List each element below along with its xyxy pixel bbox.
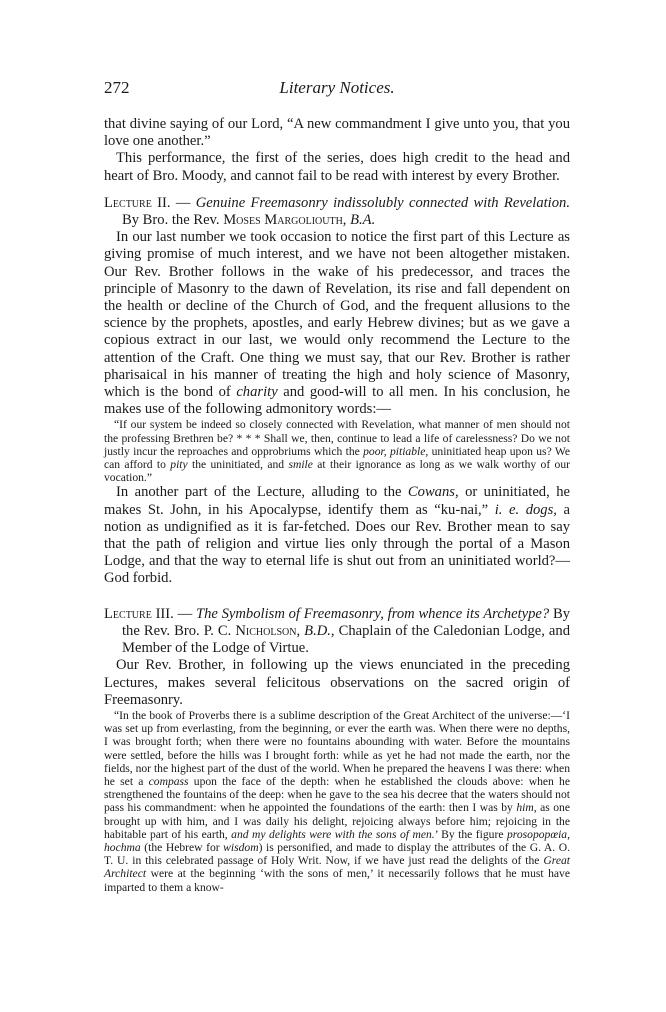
lecture-3-paragraph-1: Our Rev. Brother, in following up the views enunciated in the preceding Lectures, makes several felicitous observations on the sacred origin of Freemasonry. xyxy=(104,657,570,708)
lecture-2-extract-pity: pity xyxy=(170,458,188,472)
lecture-2-p2-ie: i. e. dogs, xyxy=(494,501,557,518)
lecture-2-p1-part1: In our last number we took occasion to notice the first part of this Lecture as giving promise of much interest, and we have not been altogether mistaken. Our Rev. Brother follows in the wake of his predecessor, and traces the principle of Masonry to the dawn of Revelation, its rise and fall dependent on the health or decline of the Church of God, and the frequent allusions to the science by the prophets, apostles, and early Hebrew divines; but as we gave a copious extract in our last, we would only recommend the Lecture to the attention of the Craft. One thing we must say, that our Rev. Brother is rather pharisaical in his manner of treating the high and holy science of Masonry, which is the bond of xyxy=(104,229,570,401)
lecture-3-label: Lecture III. xyxy=(104,605,174,622)
lecture-2-p2-cowans: Cowans, xyxy=(407,484,459,501)
lecture-2-p2-a: In another part of the Lecture, alluding to the xyxy=(116,484,408,501)
lecture-2-p2-c: a notion as undignified as it is far-fetched. Does our Rev. Brother mean to say that the path of religion and virtue lies only through the portal of a Mason Lodge, and that the way to eternal life is shut out from an uninitiated world?—God forbid. xyxy=(104,501,570,587)
lecture-2-degree: B.A. xyxy=(346,212,376,229)
lecture-2-paragraph-2 xyxy=(104,484,570,587)
running-title: Literary Notices. xyxy=(279,78,395,97)
lecture-3-extract-e: (the Hebrew for xyxy=(140,840,224,854)
lecture-2-author: Moses Margoliouth, xyxy=(223,212,347,229)
section-spacer xyxy=(104,588,570,596)
lecture-3-by: By the Rev. Bro. xyxy=(122,605,570,639)
lecture-2-paragraph-1 xyxy=(104,229,570,418)
lecture-2-dash: — xyxy=(170,194,196,211)
lecture-2-extract-smile: smile xyxy=(288,458,313,472)
lecture-3-degree: B.D., xyxy=(300,622,335,639)
lecture-3-extract-d: ’ By the figure xyxy=(434,827,507,841)
lecture-3-extract-prosopopoeia: prosopopœia, hochma xyxy=(104,827,570,854)
lecture-3-rest: Chaplain of the Caledonian Lodge, and Member of the Lodge of Virtue. xyxy=(122,622,570,657)
page-number: 272 xyxy=(104,78,130,97)
paragraph-moody: This performance, the first of the series, does high credit to the head and heart of Bro. Moody, and cannot fail to be read with interest by every Brother. xyxy=(104,150,570,184)
lecture-3-extract xyxy=(104,709,570,894)
lecture-3-extract-c: as one brought up with him, and I was daily his delight, rejoicing always before him; rejoicing in the habitable part of his earth, xyxy=(104,801,570,841)
lecture-3-extract-great-architect: Great Architect xyxy=(104,854,570,881)
lecture-2-p2-b: or uninitiated, he makes St. John, in his Apocalypse, identify them as “ku-nai,” xyxy=(104,484,570,518)
lecture-2-p1-charity: charity xyxy=(236,384,278,401)
lecture-3-extract-compass: compass xyxy=(148,774,189,788)
lecture-2-extract-b: uninitiated heap upon us? We can afford to xyxy=(104,444,571,472)
lecture-2-label: Lecture II. xyxy=(104,194,171,211)
lecture-2-p1-part2: and good-will to all men. In his conclusion, he makes use of the following admonitory words:— xyxy=(104,384,570,418)
running-head xyxy=(104,78,570,102)
lecture-3-extract-him: him, xyxy=(516,801,537,815)
lecture-2-heading xyxy=(104,195,570,229)
paragraph-continued: that divine saying of our Lord, “A new commandment I give unto you, that you love one another.” xyxy=(104,116,570,150)
lecture-3-extract-f: ) is personified, and made to display the attributes of the G. A. O. T. U. in this celebrated passage of Holy Writ. Now, if we have just read the delights of the xyxy=(104,840,571,868)
lecture-3-extract-delights: and my delights were with the sons of men. xyxy=(231,827,435,841)
lecture-2-extract-a: “If our system be indeed so closely connected with Revelation, what manner of men should not the professing Brethren be? * * * Shall we, then, continue to lead a life of carelessness? Do we not justly incur the reproaches and opprobriums which the xyxy=(104,418,570,458)
lecture-3-heading xyxy=(104,606,570,658)
lecture-2-extract xyxy=(104,418,570,484)
lecture-2-by: By Bro. the Rev. xyxy=(122,212,224,229)
lecture-3-extract-g: were at the beginning ‘with the sons of men,’ it necessarily follows that he must have imparted to them a know- xyxy=(104,867,570,894)
document-page xyxy=(104,78,570,894)
lecture-2-extract-c: the uninitiated, and xyxy=(187,458,289,472)
lecture-3-dash: — xyxy=(173,605,196,622)
lecture-2-extract-poor: poor, pitiable, xyxy=(363,444,429,458)
lecture-3-extract-b: upon the face of the depth: when he established the clouds above: when he strengthened the fountains of the deep: when he gave to the sea his decree that the waters should not pass his commandment: when he appointed the foundations of the earth: then I was by xyxy=(104,774,570,815)
lecture-3-title: The Symbolism of Freemasonry, from whence its Archetype? xyxy=(195,605,550,622)
lecture-2-extract-d: at their ignorance as long as we walk worthy of our vocation.” xyxy=(104,458,570,485)
lecture-2-title: Genuine Freemasonry indissolubly connected with Revelation. xyxy=(195,194,570,211)
lecture-3-extract-a: “In the book of Proverbs there is a sublime description of the Great Architect of the universe:—‘I was set up from everlasting, from the beginning, or ever the earth was. When there were no depths, I was brought forth; when there were no fountains abounding with water. Before the mountains were settled, before the hills was I brought forth: while as yet he had not made the earth, nor the fields, nor the highest part of the dust of the world. When he prepared the heavens I was there: when he set a xyxy=(104,708,570,788)
lecture-3-extract-wisdom: wisdom xyxy=(223,840,259,854)
lecture-3-author: P. C. Nicholson, xyxy=(203,622,301,639)
